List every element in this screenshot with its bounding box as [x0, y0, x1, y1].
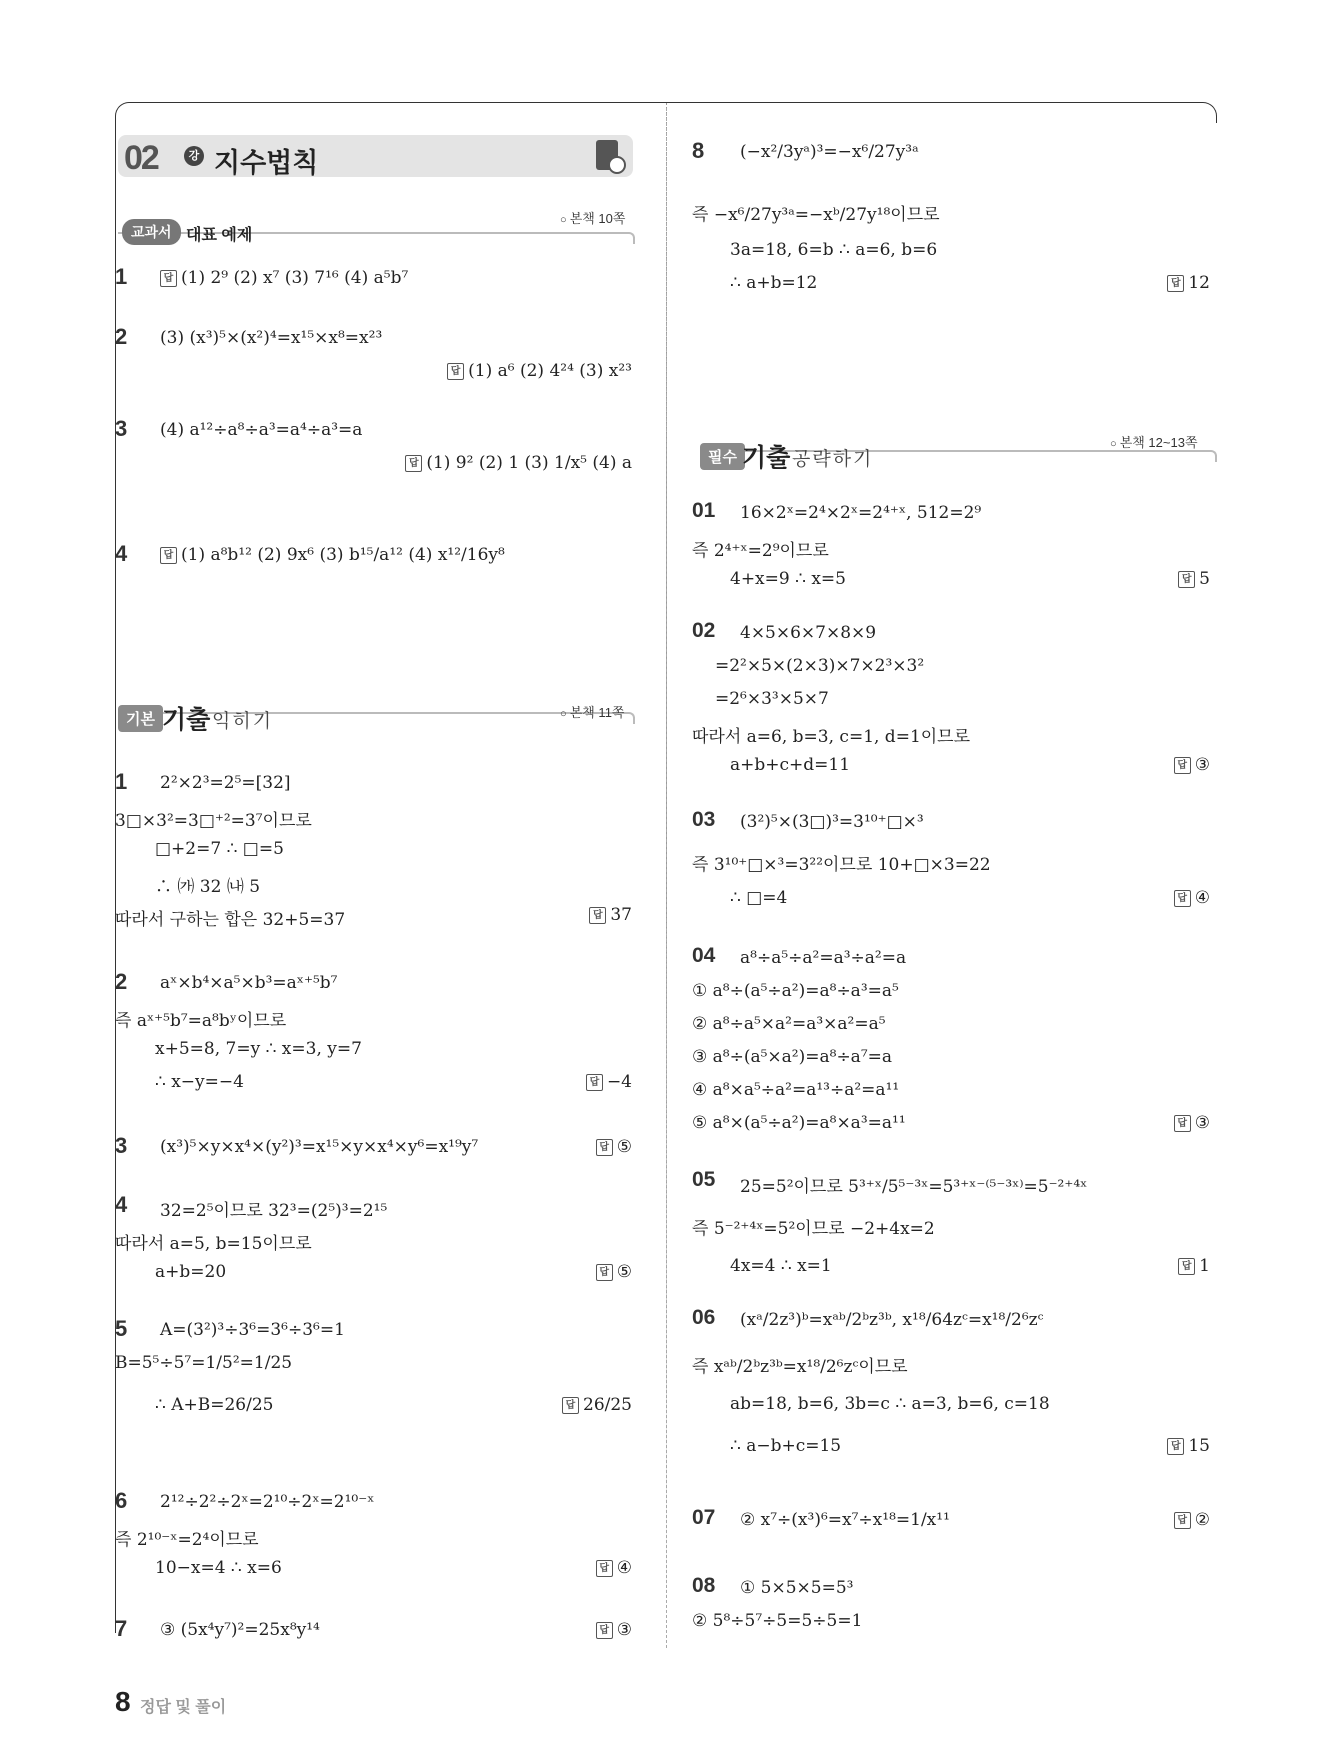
answer-mark-icon [596, 1622, 613, 1639]
solution-line: 4+x=9 ∴ x=5 [730, 569, 846, 589]
answer-text: 1 [1199, 1256, 1210, 1276]
answer [1174, 888, 1210, 908]
answer [405, 453, 632, 473]
answer [596, 1620, 632, 1640]
answer-mark-icon [1167, 275, 1184, 292]
problem-number: 03 [692, 808, 716, 831]
solution-line: (3²)⁵×(3□)³=3¹⁰⁺□×³ [740, 812, 924, 832]
page-reference: ○ 본책 10쪽 [560, 208, 625, 227]
problem-number: 07 [692, 1506, 716, 1529]
problem-number: 3 [115, 1133, 128, 1158]
answer-text: −4 [606, 1072, 632, 1092]
answer-text: (1) 9² (2) 1 (3) 1/x⁵ (4) a [426, 453, 632, 473]
answer-text: 15 [1188, 1436, 1210, 1456]
answer-text: (1) a⁶ (2) 4²⁴ (3) x²³ [468, 361, 632, 381]
answer-text: 37 [610, 905, 632, 925]
problem-number: 02 [692, 619, 716, 642]
solution-line: ∴ x−y=−4 [155, 1072, 244, 1092]
solution-line: 즉 5⁻²⁺⁴ˣ=5²이므로 −2+4x=2 [692, 1219, 935, 1239]
solution-line: (x³)⁵×y×x⁴×(y²)³=x¹⁵×y×x⁴×y⁶=x¹⁹y⁷ [160, 1137, 479, 1157]
answer [1178, 569, 1210, 589]
solution-line: ② a⁸÷a⁵×a²=a³×a²=a⁵ [692, 1014, 886, 1034]
solution-line: ① a⁸÷(a⁵÷a²)=a⁸÷a³=a⁵ [692, 981, 899, 1001]
solution-line: □+2=7 ∴ □=5 [155, 839, 284, 859]
chapter-title: 지수법칙 [214, 148, 319, 178]
solution-line: 따라서 구하는 합은 32+5=37 [115, 910, 346, 930]
solution-line: (xᵃ/2z³)ᵇ=xᵃᵇ/2ᵇz³ᵇ, x¹⁸/64zᶜ=x¹⁸/2⁶zᶜ [740, 1310, 1044, 1330]
problem-number: 6 [115, 1488, 128, 1513]
solution-line: 25=5²이므로 5³⁺ˣ/5⁵⁻³ˣ=5³⁺ˣ⁻⁽⁵⁻³ˣ⁾=5⁻²⁺⁴ˣ [740, 1177, 1088, 1197]
solution-line: aˣ×b⁴×a⁵×b³=aˣ⁺⁵b⁷ [160, 973, 338, 993]
problem-number: 06 [692, 1306, 716, 1329]
solution-line: 16×2ˣ=2⁴×2ˣ=2⁴⁺ˣ, 512=2⁹ [740, 503, 982, 523]
solution-line: 10−x=4 ∴ x=6 [155, 1558, 282, 1578]
study-timer-icon [596, 140, 618, 170]
problem-number: 01 [692, 499, 716, 522]
solution-line: ∴ ㈎ 32 ㈏ 5 [155, 877, 261, 897]
page-number: 8 [115, 1686, 131, 1717]
solution-line: a⁸÷a⁵÷a²=a³÷a²=a [740, 948, 907, 968]
answer-text: ⑤ [616, 1137, 632, 1157]
solution-line: 2²×2³=2⁵=[32] [160, 773, 291, 793]
problem-number: 05 [692, 1168, 716, 1191]
footer-label: 정답 및 풀이 [140, 1699, 227, 1716]
section-title: 기출 [742, 444, 791, 472]
solution-line: B=5⁵÷5⁷=1/5²=1/25 [115, 1353, 293, 1373]
solution-line: 32=2⁵이므로 32³=(2⁵)³=2¹⁵ [160, 1201, 388, 1221]
page-reference: ○ 본책 12~13쪽 [1110, 432, 1198, 451]
solution-line: x+5=8, 7=y ∴ x=3, y=7 [155, 1039, 362, 1059]
solution-line: 3a=18, 6=b ∴ a=6, b=6 [730, 240, 938, 260]
column-divider [666, 108, 667, 1648]
chapter-number: 02 [124, 139, 158, 177]
answer [1174, 755, 1210, 775]
solution-line: ③ (5x⁴y⁷)²=25x⁸y¹⁴ [160, 1620, 320, 1640]
answer-text: (1) a⁸b¹² (2) 9x⁶ (3) b¹⁵/a¹² (4) x¹²/16y⁸ [181, 545, 505, 565]
answer-text: (1) 2⁹ (2) x⁷ (3) 7¹⁶ (4) a⁵b⁷ [181, 268, 409, 288]
answer [596, 1262, 632, 1282]
problem-number: 7 [115, 1616, 128, 1641]
solution-line: a+b+c+d=11 [730, 755, 851, 775]
section-title: 대표 예제 [186, 227, 253, 244]
right-column-frame [666, 102, 1217, 123]
solution-line: 즉 2⁴⁺ˣ=2⁹이므로 [692, 541, 829, 561]
solution-line: 즉 2¹⁰⁻ˣ=2⁴이므로 [115, 1530, 259, 1550]
answer-mark-icon [596, 1264, 613, 1281]
answer-mark-icon [596, 1560, 613, 1577]
problem-number: 5 [115, 1316, 128, 1341]
solution-line: ② x⁷÷(x³)⁶=x⁷÷x¹⁸=1/x¹¹ [740, 1510, 950, 1530]
answer [562, 1395, 632, 1415]
problem-number: 1 [115, 264, 128, 289]
solution-line: 즉 −x⁶/27y³ᵃ=−xᵇ/27y¹⁸이므로 [692, 205, 940, 225]
solution-line: (3) (x³)⁵×(x²)⁴=x¹⁵×x⁸=x²³ [160, 328, 383, 348]
answer-mark-icon [589, 907, 606, 924]
problem-number: 1 [115, 769, 128, 794]
answer-mark-icon [447, 363, 464, 380]
solution-line: (4) a¹²÷a⁸÷a³=a⁴÷a³=a [160, 420, 363, 440]
answer [160, 545, 505, 565]
answer-mark-icon [586, 1074, 603, 1091]
solution-line: ④ a⁸×a⁵÷a²=a¹³÷a²=a¹¹ [692, 1080, 900, 1100]
answer-text: ④ [616, 1558, 632, 1578]
answer-text: ③ [1194, 755, 1210, 775]
solution-line: 4×5×6×7×8×9 [740, 623, 877, 643]
solution-line: 따라서 a=6, b=3, c=1, d=1이므로 [692, 727, 971, 747]
answer [596, 1558, 632, 1578]
answer [586, 1072, 632, 1092]
answer-mark-icon [160, 270, 177, 287]
answer-mark-icon [1174, 1115, 1191, 1132]
answer [596, 1137, 632, 1157]
solution-line: 즉 aˣ⁺⁵b⁷=a⁸bʸ이므로 [115, 1011, 287, 1031]
solution-line: =2⁶×3³×5×7 [715, 689, 829, 709]
answer-mark-icon [1178, 1258, 1195, 1275]
solution-line: 3□×3²=3□⁺²=3⁷이므로 [115, 811, 312, 831]
solution-line: ③ a⁸÷(a⁵×a²)=a⁸÷a⁷=a [692, 1047, 893, 1067]
answer [1167, 1436, 1210, 1456]
solution-line: ∴ □=4 [730, 888, 788, 908]
answer-text: ② [1194, 1510, 1210, 1530]
chapter-gang-badge: 강 [184, 146, 204, 166]
answer [1174, 1510, 1210, 1530]
answer-text: 5 [1199, 569, 1210, 589]
section-subtitle: 공략하기 [792, 449, 874, 470]
problem-number: 3 [115, 416, 128, 441]
answer-mark-icon [1167, 1438, 1184, 1455]
section-badge: 교과서 [122, 219, 181, 245]
section-badge: 필수 [700, 443, 745, 470]
answer-mark-icon [405, 455, 422, 472]
solution-line: ∴ A+B=26/25 [155, 1395, 274, 1415]
problem-number: 2 [115, 969, 128, 994]
solution-line: 2¹²÷2²÷2ˣ=2¹⁰÷2ˣ=2¹⁰⁻ˣ [160, 1492, 375, 1512]
section-title: 기출 [162, 706, 211, 734]
solution-line: 즉 3¹⁰⁺□×³=3²²이므로 10+□×3=22 [692, 855, 991, 875]
problem-number: 4 [115, 1192, 128, 1217]
page-reference: ○ 본책 11쪽 [560, 702, 624, 721]
answer-text: ③ [1194, 1113, 1210, 1133]
answer-mark-icon [160, 547, 177, 564]
solution-line: A=(3²)³÷3⁶=3⁶÷3⁶=1 [160, 1320, 345, 1340]
solution-line: ② 5⁸÷5⁷÷5=5÷5=1 [692, 1611, 863, 1631]
chapter-header [118, 135, 633, 177]
solution-line: ab=18, b=6, 3b=c ∴ a=3, b=6, c=18 [730, 1394, 1050, 1414]
section-badge: 기본 [118, 705, 163, 732]
solution-line: (−x²/3yᵃ)³=−x⁶/27y³ᵃ [740, 142, 919, 162]
answer-mark-icon [1174, 757, 1191, 774]
problem-number: 4 [115, 541, 128, 566]
solution-line: =2²×5×(2×3)×7×2³×3² [715, 656, 925, 676]
solution-line: ∴ a−b+c=15 [730, 1436, 842, 1456]
answer-text: 12 [1188, 273, 1210, 293]
solution-line: ⑤ a⁸×(a⁵÷a²)=a⁸×a³=a¹¹ [692, 1113, 906, 1133]
answer-text: ⑤ [616, 1262, 632, 1282]
answer [1174, 1113, 1210, 1133]
solution-line: 즉 xᵃᵇ/2ᵇz³ᵇ=x¹⁸/2⁶zᶜ이므로 [692, 1357, 908, 1377]
problem-number: 08 [692, 1574, 716, 1597]
answer-text: 26/25 [583, 1395, 632, 1415]
solution-line: 따라서 a=5, b=15이므로 [115, 1234, 312, 1254]
solution-line: ① 5×5×5=5³ [740, 1578, 854, 1598]
answer [447, 361, 632, 381]
answer [589, 905, 632, 925]
answer-mark-icon [1174, 1512, 1191, 1529]
answer [160, 268, 408, 288]
answer-text: ④ [1194, 888, 1210, 908]
section-subtitle: 익히기 [212, 711, 274, 732]
answer-mark-icon [1174, 890, 1191, 907]
answer-mark-icon [562, 1397, 579, 1414]
problem-number: 2 [115, 324, 128, 349]
problem-number: 8 [692, 138, 705, 163]
answer [1167, 273, 1210, 293]
solution-line: a+b=20 [155, 1262, 227, 1282]
answer-mark-icon [1178, 571, 1195, 588]
answer-mark-icon [596, 1139, 613, 1156]
answer-text: ③ [616, 1620, 632, 1640]
solution-line: 4x=4 ∴ x=1 [730, 1256, 832, 1276]
answer [1178, 1256, 1210, 1276]
solution-line: ∴ a+b=12 [730, 273, 818, 293]
problem-number: 04 [692, 944, 716, 967]
